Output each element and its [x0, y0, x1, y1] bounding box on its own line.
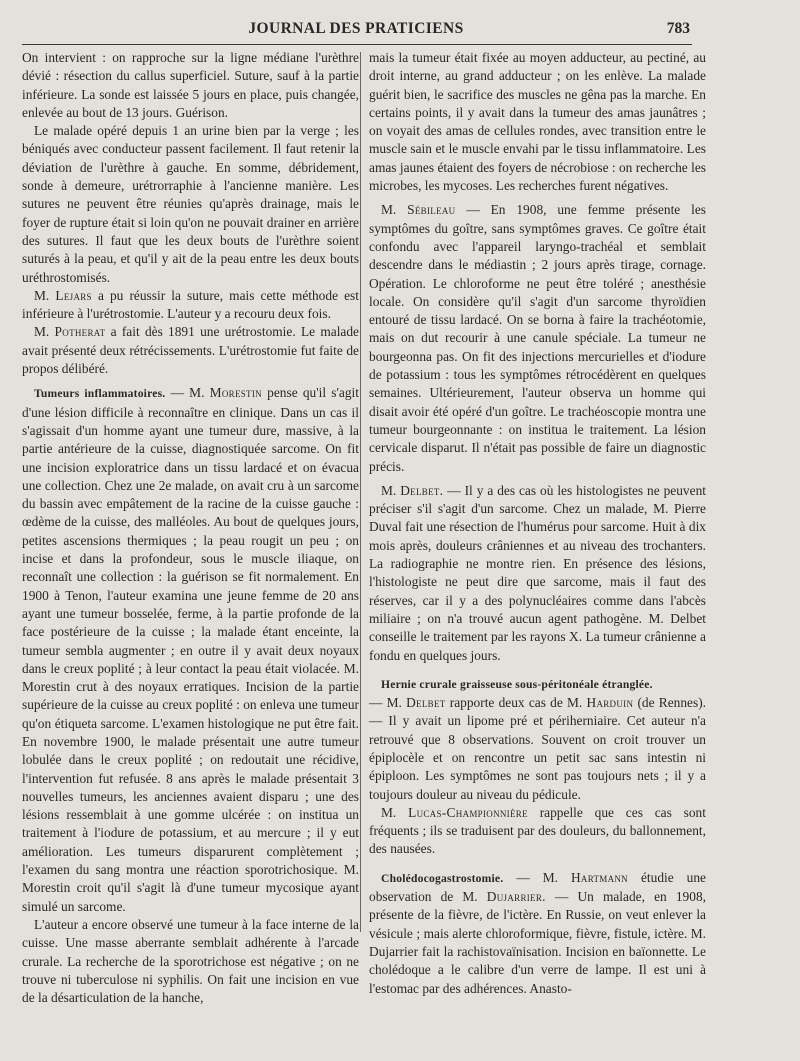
paragraph-lucas-championniere	[369, 804, 706, 859]
paragraph-malade-opere: Le malade opéré depuis 1 an urine bien par la verge ; les béniqués avec conducteur passent facilement. Il faut retenir la déviation de l'urèthre à gauche. En somme, débridement, sonde à demeure, urétrorraphie à l'ancienne manière. Les sutures ne peuvent être réunies qu'après drainage, mais le foyer de rupture était si loin qu'on ne pouvait drainer en arrière des sutures. Il faut que les deux bouts de l'urèthre soient suturés à la peau, et qu'il y ait de la peau entre les deux bouts uréthrostomisés.	[22, 123, 359, 285]
author-name-harduin: Harduin	[586, 695, 634, 711]
prefix: M.	[34, 287, 50, 303]
prefix: M.	[381, 482, 397, 498]
dash: — M.	[165, 385, 210, 401]
paragraph-text: a fait dès 1891 une urétrostomie. Le malade avait présenté deux rétrécissements. L'urétrostomie fut faite de propos délibéré.	[22, 324, 359, 377]
section-heading: Tumeurs inflammatoires.	[34, 387, 166, 401]
paragraph-text: a pu réussir la suture, mais cette méthode est inférieure à l'urétrostomie. L'auteur y a recouru deux fois.	[22, 287, 359, 322]
connector: rapporte deux cas de M.	[445, 695, 587, 711]
paragraph-delbet	[369, 482, 706, 665]
section-cholecystogastrostomie	[369, 869, 706, 998]
paragraph-tumeur-fixee: mais la tumeur était fixée au moyen adducteur, au pectiné, au droit interne, au grand adducteur ; on les enlève. La malade guérit bien, le sacrifice des muscles ne gêna pas la marche. En certains points, il y avait dans la tumeur des amas jaunâtres ; on voyait des amas de cellules rondes, avec transition entre le muscle sain et le muscle envahi par le tissu inflammatoire. Les amas jaunes étaient des foyers de nécrobiose : on recherche les microbes, les mycoses. Les recherches furent négatives.	[369, 50, 706, 194]
intro: — M.	[369, 695, 407, 711]
author-name-morestin: Morestin	[209, 385, 262, 401]
dash: — M.	[503, 869, 571, 885]
paragraph-text: — Un malade, en 1908, présente de la fièvre, de l'ictère. En Russie, on veut enlever la vésicule ; mais alerte chloroformique, fièvre, fistule, ictère. M. Dujarrier fait la rachistovaïnisation. Incision en baïonnette. Le cholédoque a le calibre d'un verre de lampe. Il est uni à l'estomac par des adhérences. Anasto-	[369, 889, 706, 996]
author-name-lucas-championniere: Lucas-Championnière	[408, 804, 528, 820]
connector: (de Rennes).	[633, 695, 707, 711]
column-divider	[360, 52, 361, 932]
section-heading: Hernie crurale graisseuse sous-péritonéale étranglée.	[381, 677, 653, 691]
page-number: 783	[666, 20, 690, 37]
paragraph-potherat	[22, 323, 359, 378]
author-name-dujarrier: Dujarrier.	[486, 889, 546, 905]
prefix: M.	[34, 324, 50, 340]
paragraph-text: — En 1908, une femme présente les symptômes du goître, sans symptômes graves. Ce goître était confondu avec l'appareil laryngo-trachéal et semblait descendre dans le médiastin ; 2 jours après tirage, cornage. Opération. Le chloroforme ne peut être toléré ; anesthésie locale. On considère qu'il s'agit d'un sarcome thyroïdien entouré de tissu lardacé. On se borna à faire la trachéotomie, mais on dut recourir à une canule spéciale. La tumeur ne bourgeonna pas. On fit des injections mercurielles et d'iodure de potassium : tous les symptômes rétrocédèrent en quelques semaines. Ultérieurement, l'auteur observa un homme qui disait avoir été opéré d'un goître. Le trachéoscopie montra une tumeur bourgeonnante : on institua le traitement. La lésion cervicale disparut. Il n'était pas possible de faire un diagnostic précis.	[369, 202, 706, 474]
author-name-sebileau: Sébileau	[407, 202, 456, 218]
left-column	[22, 49, 359, 1007]
connector: étudie une observation de M.	[369, 869, 706, 905]
author-name-hartmann: Hartmann	[570, 869, 628, 885]
paragraph-lejars	[22, 287, 359, 324]
page-header	[22, 19, 690, 41]
right-column	[369, 49, 706, 998]
paragraph-face-interne: L'auteur a encore observé une tumeur à la face interne de la cuisse. Une masse aberrante semblait adhérente à l'arcade crurale. La recherche de la sporotrichose est négative ; on ne trouve ni tuberculose ni syphilis. On fait une incision en vue de la désarticulation de la hanche,	[22, 916, 359, 1006]
section-tumeurs-inflammatoires	[22, 384, 359, 916]
author-name-delbet: Delbet.	[400, 482, 444, 498]
section-heading: Cholédocogastrostomie.	[381, 871, 504, 885]
author-name-lejars: Lejars	[55, 287, 92, 303]
paragraph-text: rappelle que ces cas sont fréquents ; ils se traduisent par des douleurs, du ballonnement, des nausées.	[369, 804, 706, 857]
paragraph-text: pense qu'il s'agit d'une lésion difficile à reconnaître en clinique. Dans un cas il s'agissait d'un homme ayant une tumeur dure, massive, à la partie antérieure de la cuisse, diagnostiquée sarcome. On fit une incision exploratrice dans un tissu lardacé et on évacua une collection. Chez une 2e malade, on avait cru à un sarcome du bassin avec empâtement de la racine de la cuisse gauche : œdème de la cuisse, des malléoles. Au bout de quelques jours, petites ascensions thermiques ; la peau rougit un peu ; on incise et dans la profondeur, sous le muscle iliaque, on reconnaît une collection : la guérison se fit normalement. En 1900 à Tenon, l'auteur examina une jeune femme de 20 ans ayant une tumeur bosselée, ferme, à la partie profonde de la face postérieure de la cuisse ; la malade étant enceinte, la tumeur sembla augmenter ; en outre il y avait deux noyaux dans le creux poplité ; à leur contact la peau était violacée. M. Morestin crut à des noyaux erratiques. Incision de la partie supérieure de la cuisse au creux poplité : on enleva une tumeur qu'on étiqueta sarcome. L'examen histologique ne put être fait. En novembre 1900, le malade présentait une autre tumeur lobulée dans le creux poplité ; on redoutait une récidive, l'intervention fut refusée. 8 ans après le malade présentait 3 nouvelles tumeurs, les anciennes avaient disparu ; une des lésions ressemblait à une gomme ulcérée : on institua un traitement à l'iodure de potassium, et au mercure ; il y eut amélioration. Les tumeurs disparurent complètement ; l'examen du sang montra une réaction sporotrichosique. M. Morestin croit qu'il s'agit là d'une tumeur mycosique ayant simulé un sarcome.	[22, 385, 359, 914]
author-name-potherat: Potherat	[54, 324, 106, 340]
running-title: JOURNAL DES PRATICIENS	[248, 20, 464, 37]
paragraph-text: — Il y a des cas où les histologistes ne peuvent préciser s'il s'agit d'un sarcome. Chez un malade, M. Pierre Duval fait une résection de l'humérus pour sarcome. Huit à dix mois après, douleurs crâniennes et au niveau des trochanters. La radiographie ne montre rien. En présence des lésions, l'histologiste ne peut dire que sarcome, mais il faut des réserves, car il y a des polynucléaires comme dans l'abcès miliaire ; on n'a trouvé aucun agent pathogène. M. Delbet conseille le traitement par les rayons X. La tumeur crânienne a fondu en quelques jours.	[369, 482, 706, 663]
section-hernie-crurale	[369, 675, 706, 804]
prefix: M.	[381, 202, 397, 218]
author-name-delbet: Delbet	[406, 695, 446, 711]
header-rule	[22, 44, 692, 45]
paragraph-text: — Il y avait un lipome pré et périherniaire. Cet auteur n'a retrouvé que 8 observations. Souvent on croit trouver un épiplocèle et on rencontre un petit sac sans intestin ni épiploon. Les symptômes ne sont pas toujours nets ; il y a toujours douleur au niveau du pédicule.	[369, 713, 706, 802]
prefix: M.	[381, 804, 397, 820]
paragraph-urethre-technique: On intervient : on rapproche sur la ligne médiane l'urèthre dévié : résection du callus superficiel. Suture, sauf à la partie inférieure. La sonde est laissée 5 jours en place, puis changée, enlevée au bout de 13 jours. Guérison.	[22, 50, 359, 120]
paragraph-sebileau	[369, 201, 706, 475]
